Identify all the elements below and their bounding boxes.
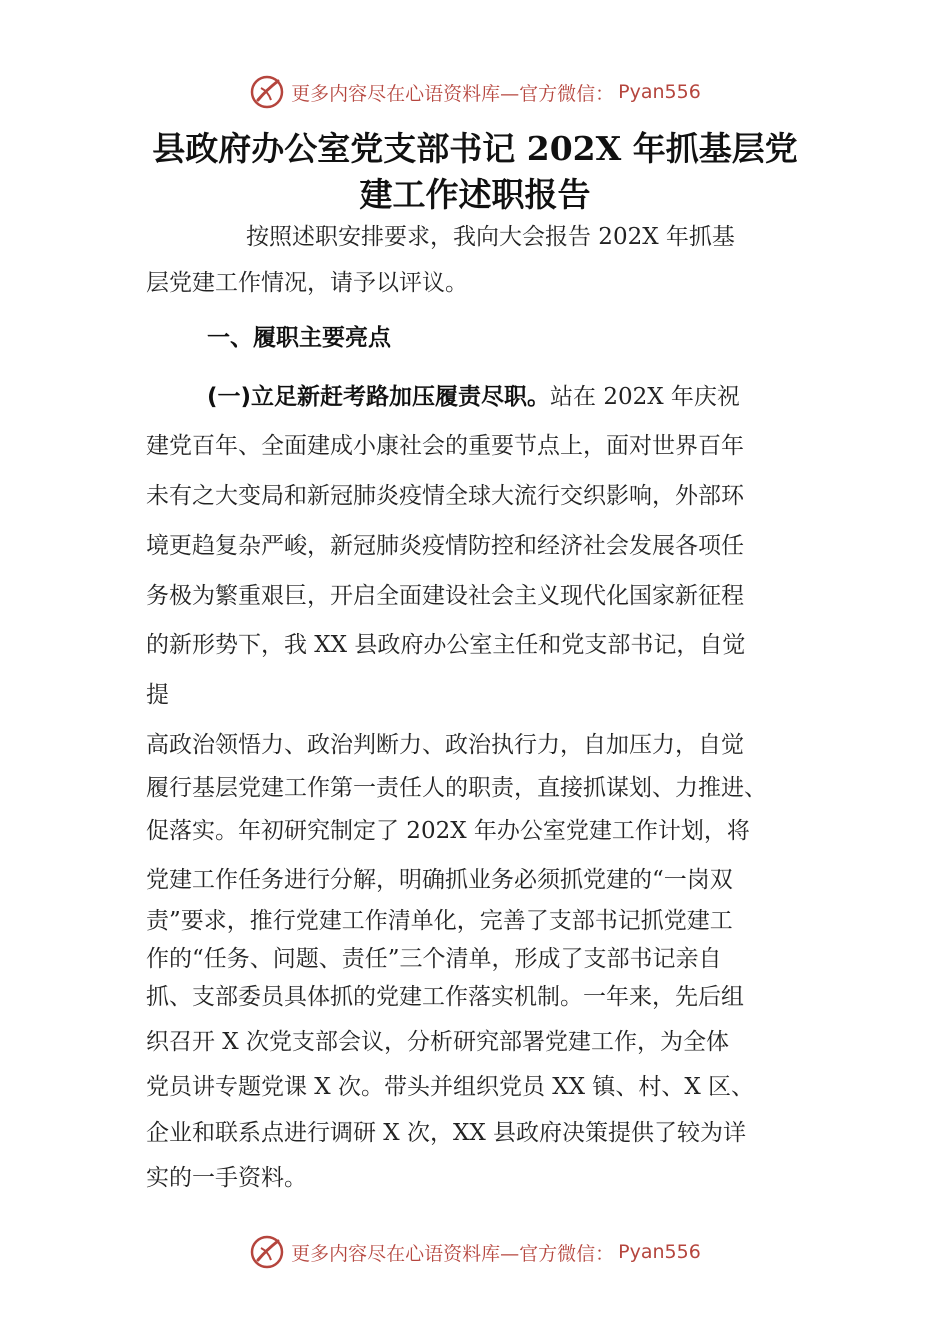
header-watermark-banner	[0, 72, 950, 112]
body-line: 高政治领悟力、政治判断力、政治执行力，自加压力，自觉	[146, 732, 744, 758]
subsection-heading: (一)立足新赶考路加压履责尽职。	[207, 384, 551, 410]
body-line: 织召开 X 次党支部会议，分析研究部署党建工作，为全体	[146, 1029, 729, 1055]
brush-logo-icon	[249, 1234, 285, 1270]
body-line: 务极为繁重艰巨，开启全面建设社会主义现代化国家新征程	[146, 583, 744, 609]
intro-line: 层党建工作情况，请予以评议。	[146, 270, 468, 296]
body-line: 企业和联系点进行调研 X 次，XX 县政府决策提供了较为详	[146, 1120, 747, 1146]
body-line: 提	[146, 682, 169, 708]
subsection-first-line	[207, 382, 740, 412]
body-line: 促落实。年初研究制定了 202X 年办公室党建工作计划，将	[146, 818, 750, 844]
body-line: 作的“任务、问题、责任”三个清单，形成了支部书记亲自	[146, 946, 722, 972]
body-line: 党员讲专题党课 X 次。带头并组织党员 XX 镇、村、X 区、	[146, 1074, 755, 1100]
footer-banner-text: 更多内容尽在心语资料库—官方微信：	[291, 1242, 615, 1265]
body-line: 责”要求，推行党建工作清单化，完善了支部书记抓党建工	[146, 908, 733, 934]
body-line: 党建工作任务进行分解，明确抓业务必须抓党建的“一岗双	[146, 867, 733, 893]
title-line-1: 县政府办公室党支部书记 202X 年抓基层党	[152, 129, 798, 168]
footer-banner-id: Pyan556	[618, 1241, 701, 1263]
header-banner-id: Pyan556	[618, 81, 701, 103]
title-line-2: 建工作述职报告	[359, 175, 591, 214]
body-line: 未有之大变局和新冠肺炎疫情全球大流行交织影响，外部环	[146, 483, 744, 509]
body-line: 的新形势下，我 XX 县政府办公室主任和党支部书记，自觉	[146, 632, 746, 658]
document-title	[100, 126, 850, 218]
body-line: 境更趋复杂严峻，新冠肺炎疫情防控和经济社会发展各项任	[146, 533, 744, 559]
body-line: 抓、支部委员具体抓的党建工作落实机制。一年来，先后组	[146, 984, 744, 1010]
body-line: 履行基层党建工作第一责任人的职责，直接抓谋划、力推进、	[146, 775, 767, 801]
intro-line: 按照述职安排要求，我向大会报告 202X 年抓基	[246, 224, 735, 250]
body-line: 实的一手资料。	[146, 1165, 307, 1191]
body-line: 建党百年、全面建成小康社会的重要节点上，面对世界百年	[146, 433, 744, 459]
section-heading: 一、履职主要亮点	[207, 325, 391, 351]
brush-logo-icon	[249, 74, 285, 110]
subsection-first-tail: 站在 202X 年庆祝	[550, 384, 740, 410]
footer-watermark-banner	[0, 1232, 950, 1272]
header-banner-text: 更多内容尽在心语资料库—官方微信：	[291, 82, 615, 105]
